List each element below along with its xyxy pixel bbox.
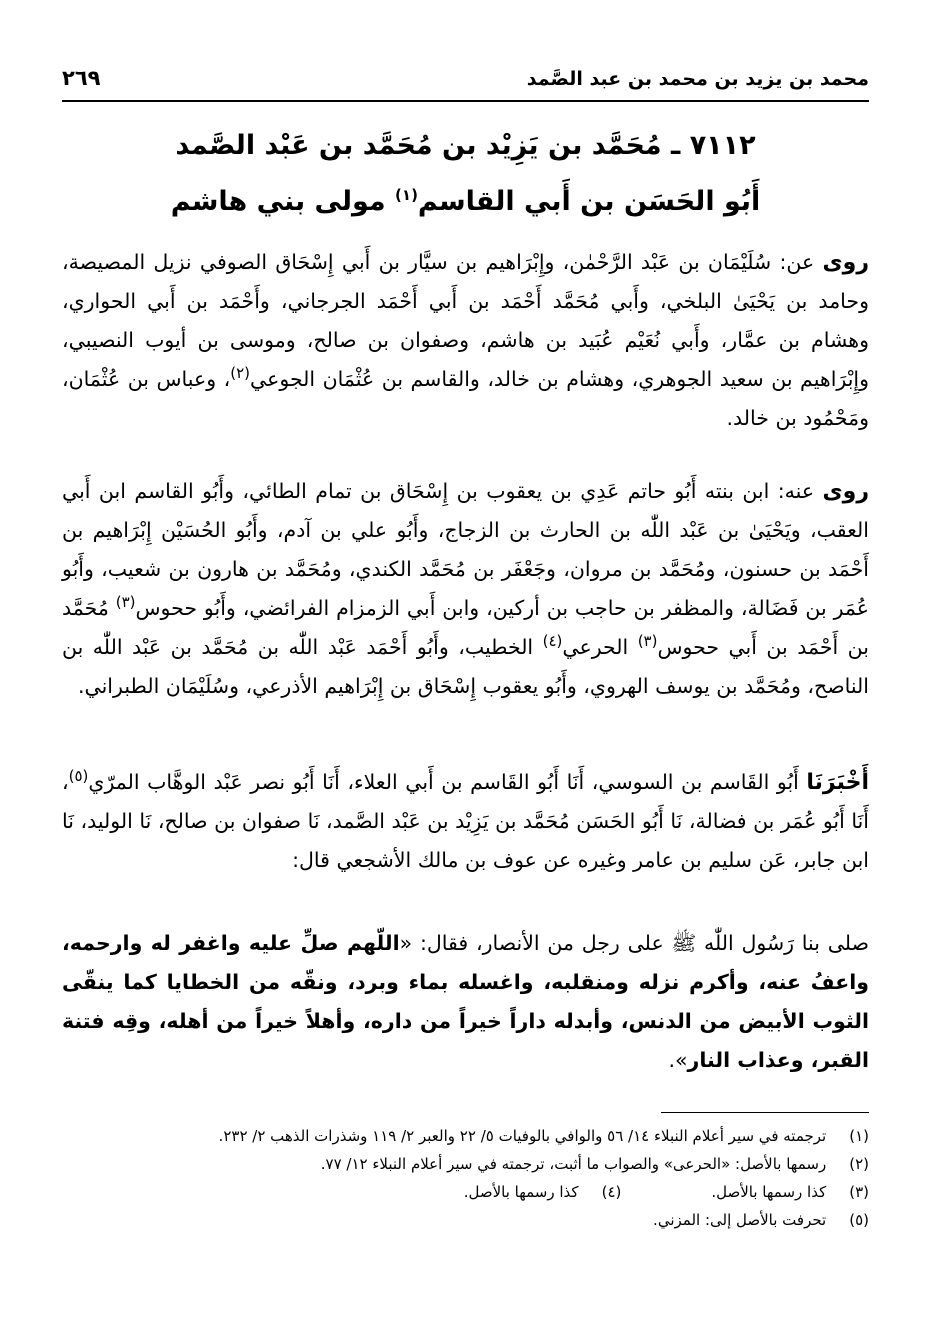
entry-kunya bbox=[62, 186, 869, 217]
footnote-rule bbox=[661, 1112, 869, 1113]
isnad-label: أَخْبَرَنَا bbox=[806, 770, 869, 795]
narrators-text-3: الحرعي bbox=[562, 635, 638, 659]
footnote-ref-1[interactable]: (١) bbox=[395, 186, 418, 204]
footnote-mark: (٣) bbox=[849, 1183, 869, 1201]
hadith-intro: صلى بنا رَسُول اللّٰه ﷺ على رجل من الأنصار، فقال: « bbox=[399, 931, 869, 955]
entry-title bbox=[62, 130, 869, 161]
footnote-text: ترجمته في سير أعلام النبلاء ١٤/ ٥٦ والوافي بالوفيات ٥/ ٢٢ والعبر ٢/ ١١٩ وشذرات الذهب ٢/ ٢٣٢. bbox=[218, 1127, 827, 1145]
kunya-tail: مولى بني هاشم bbox=[170, 186, 396, 217]
narrated-from-text-2: ، وعباس بن عُثْمَان، ومَحْمُود بن خالد. bbox=[62, 367, 869, 430]
footnote-text: كذا رسمها بالأصل. bbox=[463, 1183, 579, 1201]
entry-number: ٧١١٢ bbox=[689, 130, 756, 161]
footnote-ref-3a[interactable]: (٣) bbox=[115, 593, 136, 612]
page-number: ٢٦٩ bbox=[62, 66, 101, 90]
narrated-from-label: روى bbox=[822, 250, 869, 275]
footnote-mark: (١) bbox=[849, 1127, 869, 1145]
narrators-label: روى bbox=[822, 479, 869, 504]
footnote-mark: (٤) bbox=[601, 1183, 622, 1201]
paragraph-isnad bbox=[62, 763, 869, 880]
narrated-from-text-1: عن: سُلَيْمَان بن عَبْد الرَّحْمٰن، وإِبْرَاهيم بن سيَّار بن أَبي إِسْحَاق الصوفي نزيل المصيصة، وحامد بن يَحْيَىٰ البلخي، وأَبي مُحَمَّد أَحْمَد بن أَبي أَحْمَد الجرجاني، وأَحْمَد بن أَبي الحواري، وهشام بن عمَّار، وأَبي نُعَيْم عُبَيد بن هاشم، وصفوان بن صالح، وموسى بن أيوب النصيبي، وإِبْرَاهيم بن سعيد الجوهري، وهشام بن خالد، والقاسم بن عُثْمَان الجوعي bbox=[62, 250, 869, 391]
footnote-row-3-4 bbox=[62, 1178, 869, 1206]
footnote-ref-2[interactable]: (٢) bbox=[230, 364, 251, 383]
footnote-5 bbox=[62, 1206, 869, 1234]
narrators-text-1: عنه: ابن بنته أَبُو حاتم عَدِي بن يعقوب بن إِسْحَاق بن تمام الطائي، وأَبُو القاسم ابن أَبي العقب، ويَحْيَىٰ بن عَبْد اللّٰه بن الحارث بن الزجاج، وأَبُو علي بن آدم، وأَبُو الحُسَيْن إِبْرَاهيم بن أَحْمَد بن حسنون، ومُحَمَّد بن مروان، وجَعْفَر بن مُحَمَّد الكندي، ومُحَمَّد بن هارون بن شعيب، وأَبُو عُمَر بن فَضَالة، والمظفر بن حاجب بن أركين، وابن أَبي الزمزام الفرائضي، وأَبُو ححوس bbox=[62, 479, 869, 620]
entry-name: مُحَمَّد بن يَزِيْد بن مُحَمَّد بن عَبْد الصَّمد bbox=[175, 130, 662, 161]
footnote-ref-4[interactable]: (٤) bbox=[542, 632, 563, 651]
header-title: محمد بن يزيد بن محمد بن عبد الصَّمد bbox=[526, 68, 869, 90]
running-header bbox=[62, 62, 869, 100]
footnotes bbox=[62, 1122, 869, 1234]
footnote-text: رسمها بالأصل: «الحرعى» والصواب ما أثبت، ترجمته في سير أعلام النبلاء ١٢/ ٧٧. bbox=[320, 1155, 827, 1173]
entry-dash: ـ bbox=[661, 130, 690, 161]
paragraph-hadith bbox=[62, 924, 869, 1080]
footnote-text: كذا رسمها بالأصل. bbox=[711, 1183, 827, 1201]
paragraph-narrators bbox=[62, 472, 869, 706]
hadith-close: ». bbox=[668, 1048, 688, 1072]
footnote-mark: (٢) bbox=[849, 1155, 869, 1173]
footnote-2 bbox=[62, 1150, 869, 1178]
header-rule bbox=[62, 100, 869, 102]
footnote-ref-3b[interactable]: (٣) bbox=[637, 632, 658, 651]
narrators-text-2: مُحَمَّد بن أَحْمَد بن أَبي ححوس bbox=[62, 596, 869, 659]
footnote-3 bbox=[711, 1178, 869, 1206]
isnad-text-1: أَبُو القَاسم بن السوسي، أَنَا أَبُو القَاسم بن أَبي العلاء، أَنَا أَبُو نصر عَبْد الوهَّاب المرّي bbox=[88, 770, 807, 794]
kunya-text: أَبُو الحَسَن بن أَبي القاسم bbox=[417, 186, 761, 217]
footnote-4 bbox=[464, 1178, 622, 1206]
isnad-text-2: ، أَنَا أَبُو عُمَر بن فضالة، نَا أَبُو الحَسَن مُحَمَّد بن يَزِيْد بن عَبْد الصَّمد، نَا صفوان بن صالح، نَا الوليد، نَا ابن جابر، عَن سليم بن عامر وغيره عن عوف بن مالك الأشجعي قال: bbox=[62, 770, 869, 872]
hadith-dua: اللّهم صلِّ عليه واغفر له وارحمه، واعفُ عنه، وأكرم نزله ومنقلبه، واغسله بماء وبرد، ونقّه من الخطايا كما ينقّى الثوب الأبيض من الدنس، وأبدله داراً خيراً من داره، وأهلاً خيراً من أهله، وقِه فتنة القبر، وعذاب النار bbox=[62, 931, 869, 1072]
narrators-text-4: الخطيب، وأَبُو أَحْمَد عَبْد اللّٰه بن مُحَمَّد بن عَبْد اللّٰه بن الناصح، ومُحَمَّد بن يوسف الهروي، وأَبُو يعقوب إِسْحَاق بن إِبْرَاهيم الأذرعي، وسُلَيْمَان الطبراني. bbox=[62, 635, 869, 698]
footnote-1 bbox=[62, 1122, 869, 1150]
footnote-mark: (٥) bbox=[849, 1211, 869, 1229]
paragraph-narrated-from bbox=[62, 243, 869, 438]
footnote-text: تحرفت بالأصل إلى: المزني. bbox=[653, 1211, 827, 1229]
footnote-ref-5[interactable]: (٥) bbox=[68, 767, 89, 786]
